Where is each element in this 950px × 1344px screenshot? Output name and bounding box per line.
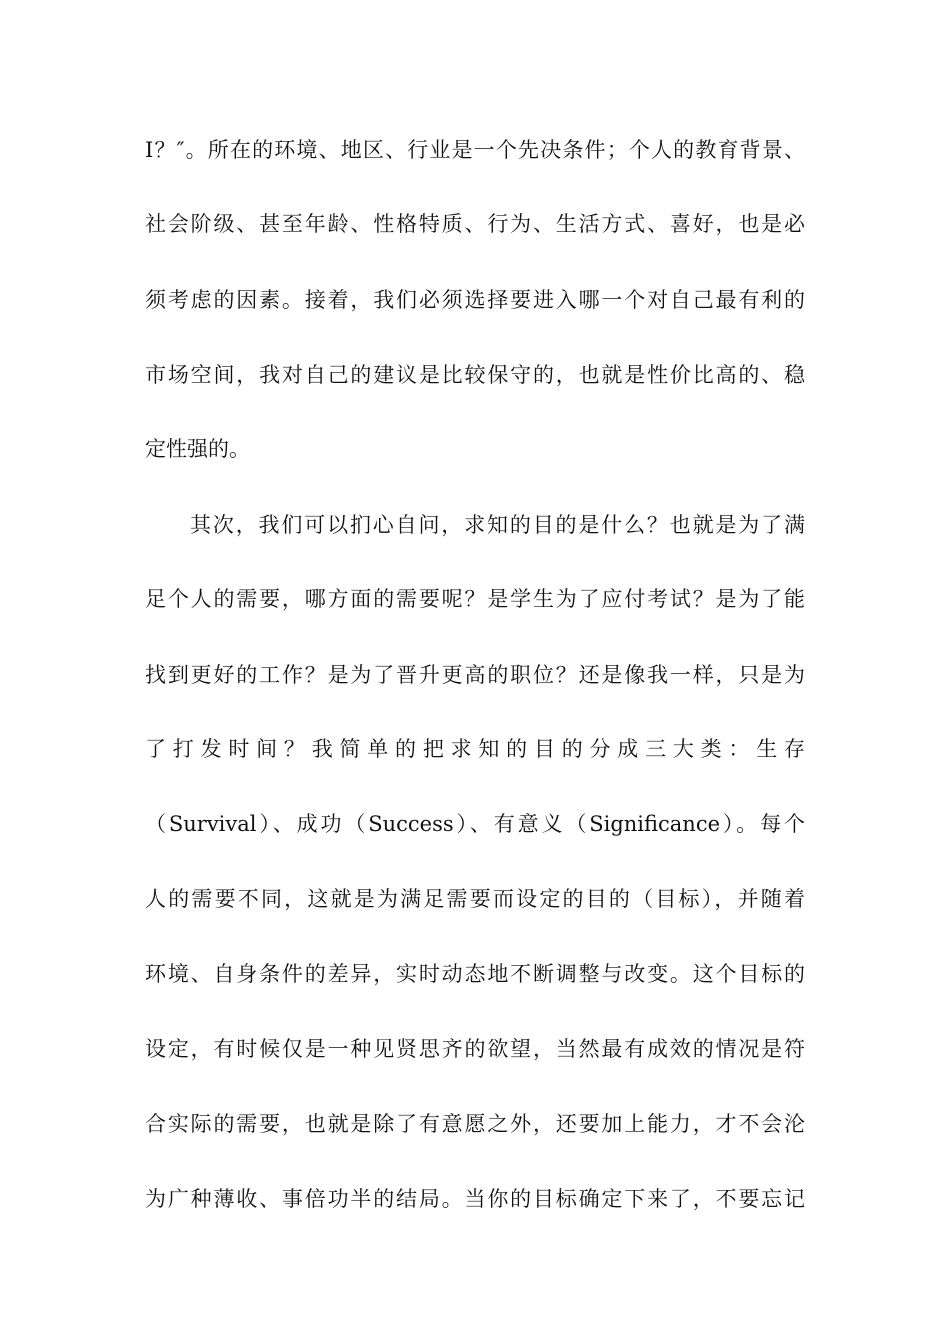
paragraph-2-line-3: 找到更好的工作？是为了晋升更高的职位？还是像我一样，只是为 — [145, 663, 805, 687]
paragraph-1-line-4: 市场空间，我对自己的建议是比较保守的，也就是性价比高的、稳 — [145, 363, 805, 387]
paragraph-2-line-1: 其次，我们可以扪心自问，求知的目的是什么？也就是为了满 — [190, 513, 805, 537]
paragraph-2-line-7: 环境、自身条件的差异，实时动态地不断调整与改变。这个目标的 — [145, 962, 805, 986]
paragraph-2-line-2: 足个人的需要，哪方面的需要呢？是学生为了应付考试？是为了能 — [145, 587, 805, 611]
paragraph-1-line-5: 定性强的。 — [145, 437, 250, 461]
paragraph-1-line-1: I？″。所在的环境、地区、行业是一个先决条件；个人的教育背景、 — [145, 138, 805, 162]
paragraph-2-line-10: 为广种薄收、事倍功半的结局。当你的目标确定下来了，不要忘记 — [145, 1187, 805, 1211]
paragraph-2-line-8: 设定，有时候仅是一种见贤思齐的欲望，当然最有成效的情况是符 — [145, 1037, 805, 1061]
paragraph-2-line-6: 人的需要不同，这就是为满足需要而设定的目的（目标），并随着 — [145, 887, 805, 911]
paragraph-1-line-2: 社会阶级、甚至年龄、性格特质、行为、生活方式、喜好，也是必 — [145, 212, 805, 236]
paragraph-2-line-9: 合实际的需要，也就是除了有意愿之外，还要加上能力，才不会沦 — [145, 1112, 805, 1136]
paragraph-1-line-3: 须考虑的因素。接着，我们必须选择要进入哪一个对自己最有利的 — [145, 288, 805, 312]
paragraph-2-line-4: 了打发时间？我简单的把求知的目的分成三大类：生存 — [145, 737, 805, 761]
paragraph-2-line-5: （Survival）、成功（Success）、有意义（Significance）。每个 — [145, 812, 805, 836]
